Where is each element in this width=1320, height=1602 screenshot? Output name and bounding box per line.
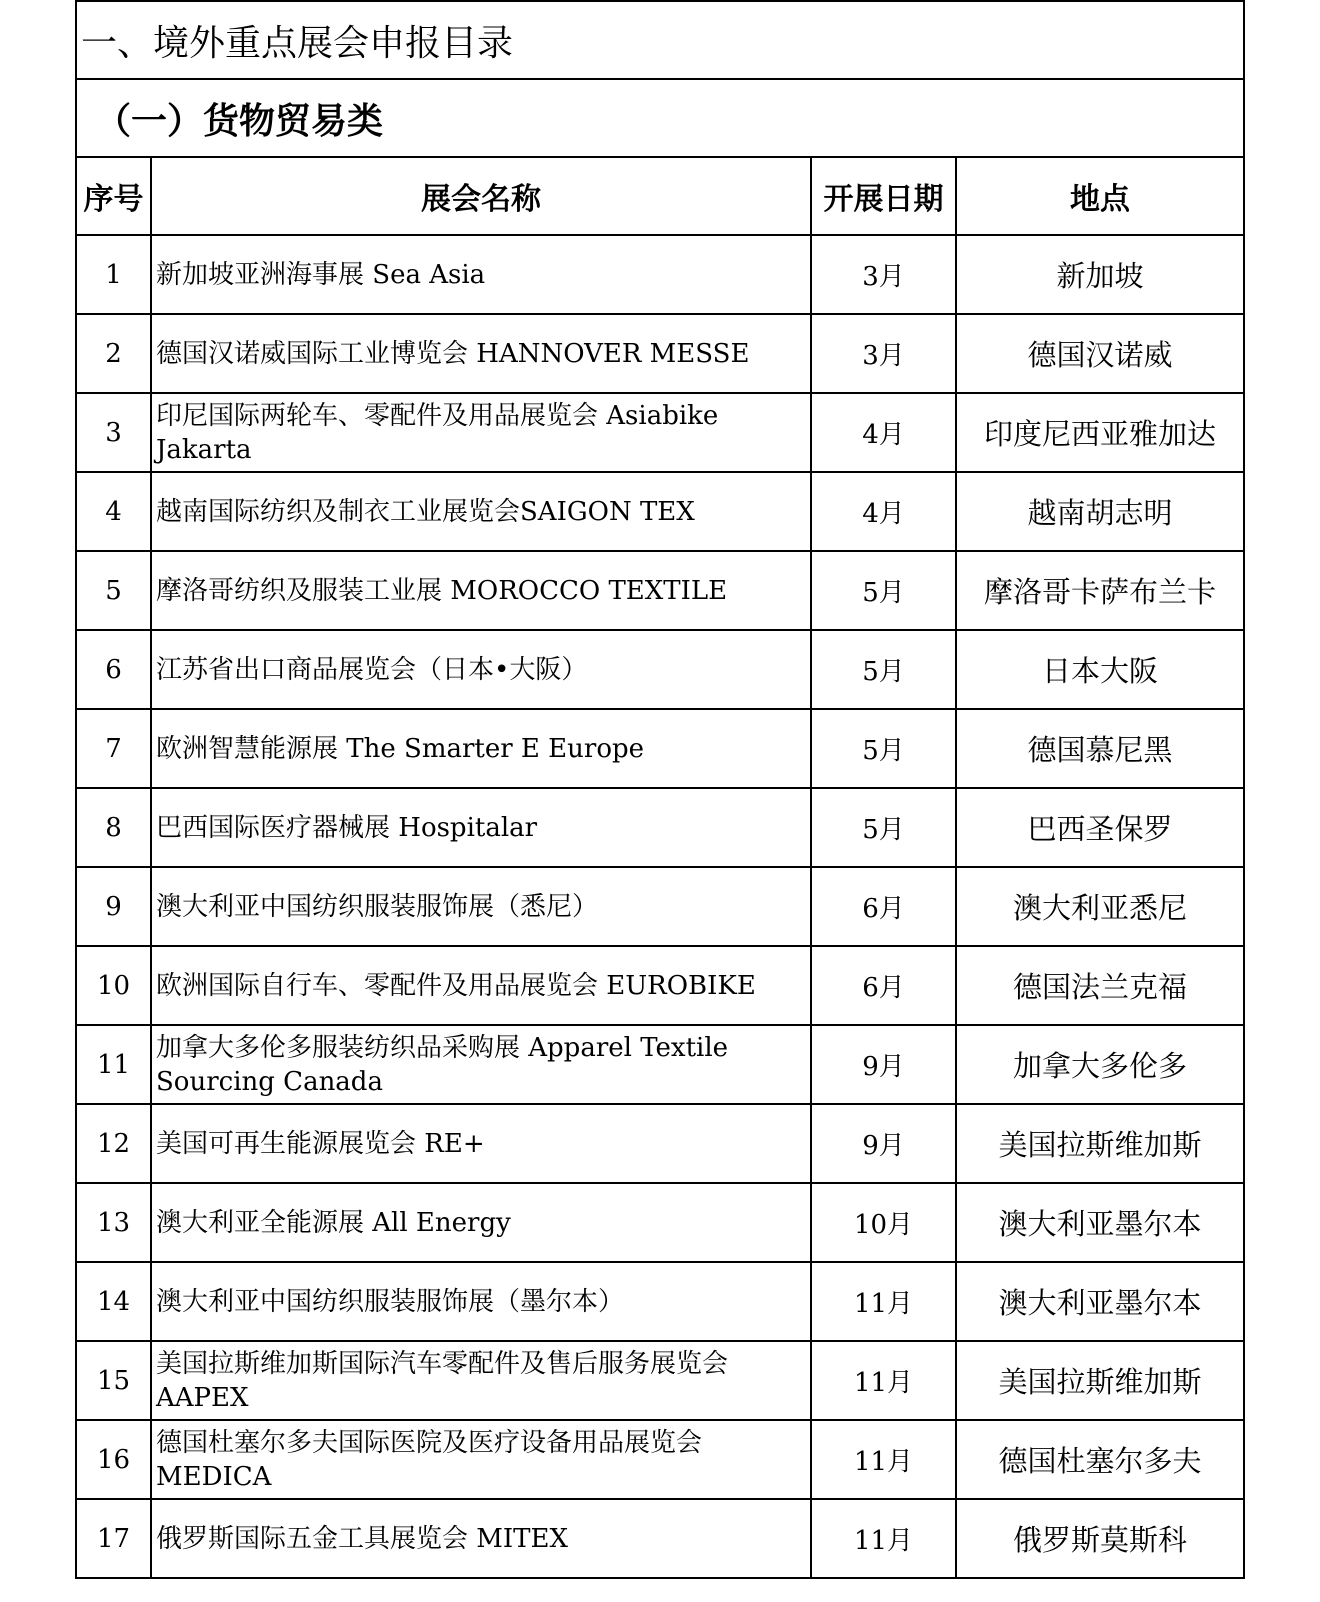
section-row bbox=[76, 79, 1244, 157]
exhibition-place: 加拿大多伦多 bbox=[956, 1025, 1244, 1104]
exhibition-name: 越南国际纺织及制衣工业展览会SAIGON TEX bbox=[151, 472, 811, 551]
row-number: 9 bbox=[76, 867, 151, 946]
exhibition-place: 摩洛哥卡萨布兰卡 bbox=[956, 551, 1244, 630]
exhibition-place: 澳大利亚墨尔本 bbox=[956, 1262, 1244, 1341]
exhibition-name: 美国拉斯维加斯国际汽车零配件及售后服务展览会 AAPEX bbox=[151, 1341, 811, 1420]
exhibition-date: 3月 bbox=[811, 235, 956, 314]
exhibition-date: 6月 bbox=[811, 867, 956, 946]
exhibition-name: 摩洛哥纺织及服装工业展 MOROCCO TEXTILE bbox=[151, 551, 811, 630]
exhibition-date: 9月 bbox=[811, 1104, 956, 1183]
section-title: （一）货物贸易类 bbox=[76, 79, 1244, 157]
exhibition-place: 德国法兰克福 bbox=[956, 946, 1244, 1025]
exhibition-name: 美国可再生能源展览会 RE+ bbox=[151, 1104, 811, 1183]
row-number: 10 bbox=[76, 946, 151, 1025]
exhibition-place: 澳大利亚墨尔本 bbox=[956, 1183, 1244, 1262]
exhibition-date: 6月 bbox=[811, 946, 956, 1025]
exhibition-name: 德国杜塞尔多夫国际医院及医疗设备用品展览会 MEDICA bbox=[151, 1420, 811, 1499]
table-row bbox=[76, 393, 1244, 472]
header-row bbox=[76, 157, 1244, 235]
row-number: 7 bbox=[76, 709, 151, 788]
title-row bbox=[76, 1, 1244, 79]
exhibition-date: 10月 bbox=[811, 1183, 956, 1262]
table-row bbox=[76, 314, 1244, 393]
exhibition-date: 3月 bbox=[811, 314, 956, 393]
exhibition-date: 11月 bbox=[811, 1262, 956, 1341]
exhibition-name: 新加坡亚洲海事展 Sea Asia bbox=[151, 235, 811, 314]
exhibition-place: 美国拉斯维加斯 bbox=[956, 1341, 1244, 1420]
exhibition-place: 德国慕尼黑 bbox=[956, 709, 1244, 788]
exhibition-place: 巴西圣保罗 bbox=[956, 788, 1244, 867]
exhibition-date: 5月 bbox=[811, 630, 956, 709]
row-number: 8 bbox=[76, 788, 151, 867]
exhibition-name: 巴西国际医疗器械展 Hospitalar bbox=[151, 788, 811, 867]
table-row bbox=[76, 1341, 1244, 1420]
table-row bbox=[76, 946, 1244, 1025]
header-date: 开展日期 bbox=[811, 157, 956, 235]
exhibition-place: 新加坡 bbox=[956, 235, 1244, 314]
exhibition-name: 欧洲智慧能源展 The Smarter E Europe bbox=[151, 709, 811, 788]
table-row bbox=[76, 630, 1244, 709]
table-row bbox=[76, 1262, 1244, 1341]
row-number: 4 bbox=[76, 472, 151, 551]
table-row bbox=[76, 1420, 1244, 1499]
table-row bbox=[76, 709, 1244, 788]
exhibition-date: 11月 bbox=[811, 1420, 956, 1499]
table-row bbox=[76, 1025, 1244, 1104]
exhibition-date: 5月 bbox=[811, 709, 956, 788]
row-number: 1 bbox=[76, 235, 151, 314]
row-number: 13 bbox=[76, 1183, 151, 1262]
exhibition-place: 德国汉诺威 bbox=[956, 314, 1244, 393]
exhibition-date: 4月 bbox=[811, 393, 956, 472]
exhibition-place: 澳大利亚悉尼 bbox=[956, 867, 1244, 946]
table-row bbox=[76, 1104, 1244, 1183]
exhibition-place: 俄罗斯莫斯科 bbox=[956, 1499, 1244, 1578]
header-no: 序号 bbox=[76, 157, 151, 235]
table-row bbox=[76, 867, 1244, 946]
exhibition-catalog-sheet bbox=[75, 0, 1243, 1579]
table-row bbox=[76, 788, 1244, 867]
exhibition-place: 越南胡志明 bbox=[956, 472, 1244, 551]
exhibition-date: 11月 bbox=[811, 1499, 956, 1578]
exhibition-date: 5月 bbox=[811, 551, 956, 630]
exhibition-name: 江苏省出口商品展览会（日本•大阪） bbox=[151, 630, 811, 709]
exhibition-name: 澳大利亚中国纺织服装服饰展（墨尔本） bbox=[151, 1262, 811, 1341]
exhibition-place: 印度尼西亚雅加达 bbox=[956, 393, 1244, 472]
page-title: 一、境外重点展会申报目录 bbox=[76, 1, 1244, 79]
row-number: 3 bbox=[76, 393, 151, 472]
table-row bbox=[76, 235, 1244, 314]
row-number: 17 bbox=[76, 1499, 151, 1578]
exhibition-name: 俄罗斯国际五金工具展览会 MITEX bbox=[151, 1499, 811, 1578]
row-number: 2 bbox=[76, 314, 151, 393]
table-row bbox=[76, 1499, 1244, 1578]
header-name: 展会名称 bbox=[151, 157, 811, 235]
exhibition-place: 美国拉斯维加斯 bbox=[956, 1104, 1244, 1183]
exhibition-place: 德国杜塞尔多夫 bbox=[956, 1420, 1244, 1499]
row-number: 12 bbox=[76, 1104, 151, 1183]
exhibition-name: 德国汉诺威国际工业博览会 HANNOVER MESSE bbox=[151, 314, 811, 393]
table-row bbox=[76, 551, 1244, 630]
header-place: 地点 bbox=[956, 157, 1244, 235]
table-row bbox=[76, 1183, 1244, 1262]
exhibition-name: 印尼国际两轮车、零配件及用品展览会 Asiabike Jakarta bbox=[151, 393, 811, 472]
exhibition-date: 11月 bbox=[811, 1341, 956, 1420]
row-number: 16 bbox=[76, 1420, 151, 1499]
row-number: 15 bbox=[76, 1341, 151, 1420]
row-number: 14 bbox=[76, 1262, 151, 1341]
row-number: 11 bbox=[76, 1025, 151, 1104]
exhibition-name: 加拿大多伦多服装纺织品采购展 Apparel Textile Sourcing Canada bbox=[151, 1025, 811, 1104]
table-row bbox=[76, 472, 1244, 551]
exhibition-date: 9月 bbox=[811, 1025, 956, 1104]
exhibition-date: 4月 bbox=[811, 472, 956, 551]
exhibition-name: 欧洲国际自行车、零配件及用品展览会 EUROBIKE bbox=[151, 946, 811, 1025]
row-number: 6 bbox=[76, 630, 151, 709]
exhibition-place: 日本大阪 bbox=[956, 630, 1244, 709]
exhibition-table bbox=[75, 0, 1245, 1579]
row-number: 5 bbox=[76, 551, 151, 630]
exhibition-name: 澳大利亚全能源展 All Energy bbox=[151, 1183, 811, 1262]
exhibition-date: 5月 bbox=[811, 788, 956, 867]
exhibition-name: 澳大利亚中国纺织服装服饰展（悉尼） bbox=[151, 867, 811, 946]
